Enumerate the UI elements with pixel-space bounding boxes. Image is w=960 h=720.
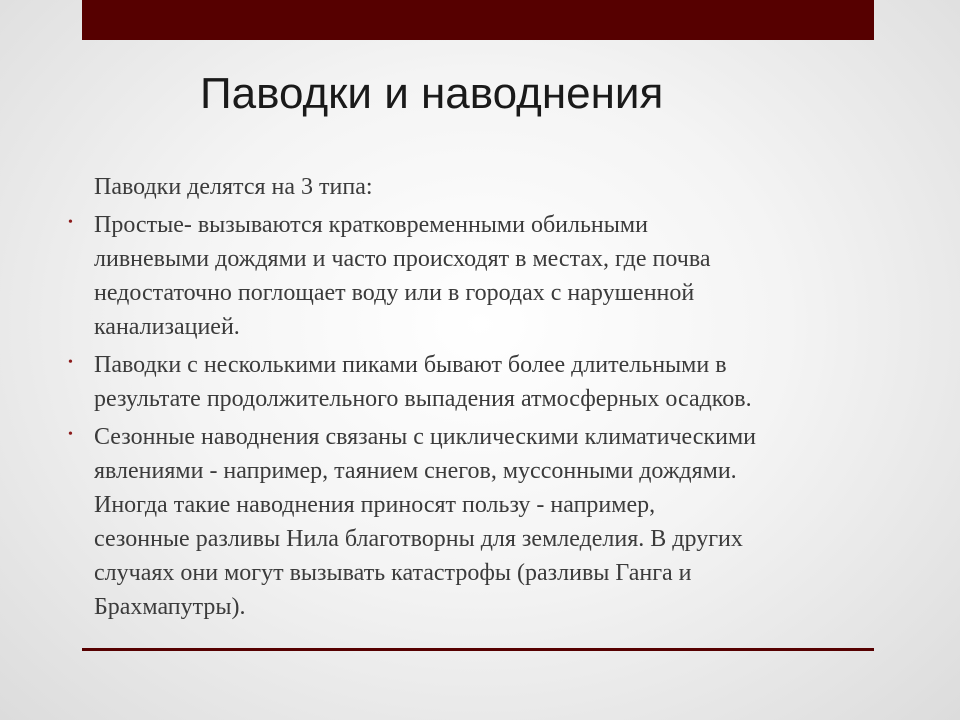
bullet-line: Сезонные наводнения связаны с циклическими климатическими — [94, 424, 756, 450]
bullet-list — [68, 208, 894, 624]
bottom-divider — [82, 648, 874, 651]
bullet-line: ливневыми дождями и часто происходят в местах, где почва — [94, 246, 711, 272]
bullet-line: явлениями - например, таянием снегов, муссонными дождями. — [94, 458, 737, 484]
bullet-line: недостаточно поглощает воду или в городах с нарушенной — [94, 280, 695, 306]
bullet-line: Паводки с несколькими пиками бывают более длительными в — [94, 352, 727, 378]
slide-body — [68, 170, 894, 628]
bullet-line: Простые- вызываются кратковременными обильными — [94, 212, 648, 238]
top-accent-band — [82, 0, 874, 40]
bullet-line: результате продолжительного выпадения атмосферных осадков. — [94, 386, 752, 412]
intro-text: Паводки делятся на 3 типа: — [94, 174, 373, 200]
slide-title: Паводки и наводнения — [200, 69, 664, 118]
bullet-line: канализацией. — [94, 314, 240, 340]
bullet-item-simple — [68, 208, 894, 344]
bullet-line: сезонные разливы Нила благотворны для земледелия. В других — [94, 526, 743, 552]
bullet-line: случаях они могут вызывать катастрофы (разливы Ганга и — [94, 560, 692, 586]
bullet-item-multi-peak — [68, 348, 894, 416]
bullet-icon: • — [68, 215, 73, 230]
bullet-item-seasonal — [68, 420, 894, 624]
bullet-icon: • — [68, 427, 73, 442]
bullet-icon: • — [68, 355, 73, 370]
bullet-line: Иногда такие наводнения приносят пользу - например, — [94, 492, 656, 518]
bullet-line: Брахмапутры). — [94, 594, 246, 620]
